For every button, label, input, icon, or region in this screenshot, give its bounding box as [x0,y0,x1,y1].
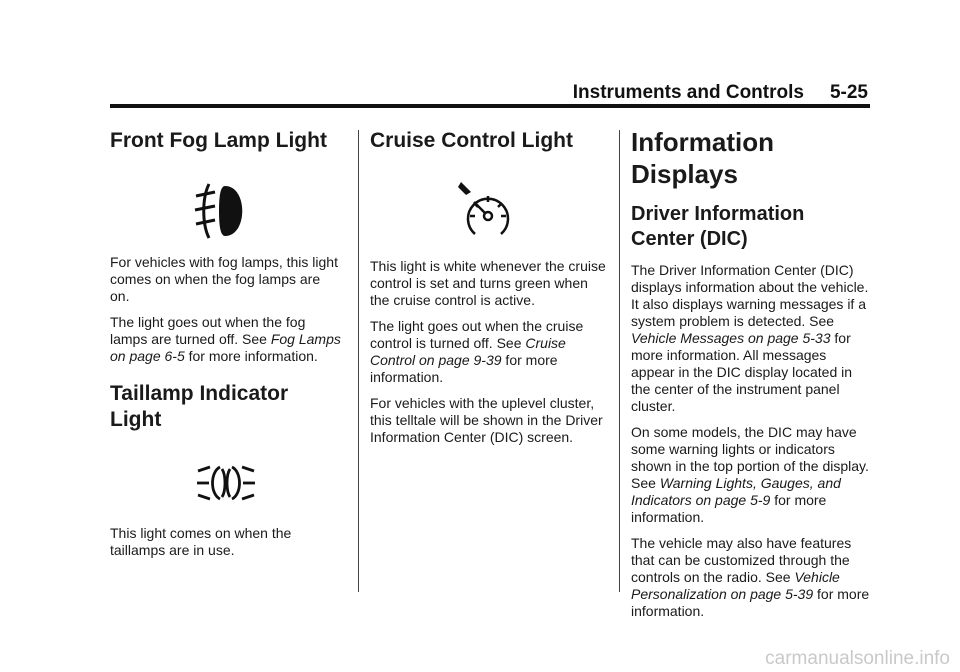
dic-paragraph-1: The Driver Information Center (DIC) displays information about the vehicle. It also displays warning messages if a system problem is detected. See Vehicle Messages on page 5-33 for more information. All messages appear in the DIC display located in the center of the instrument panel cluster. [631,262,869,414]
column-right [631,108,871,629]
cruise-control-reference: Cruise Control on page 9-39 [370,335,566,368]
taillamp-paragraph-1: This light comes on when the taillamps are in use. [110,525,292,558]
heading-front-fog-lamp-light: Front Fog Lamp Light [110,129,327,152]
warning-lights-reference: Warning Lights, Gauges, and Indicators on page 5-9 [631,475,841,508]
heading-information-displays: Information Displays [631,127,774,189]
heading-cruise-control-light: Cruise Control Light [370,129,573,152]
front-fog-lamp-icon [191,180,261,242]
page-header [573,82,868,104]
dic-paragraph-3: The vehicle may also have features that can be customized through the controls on the radio. See Vehicle Personalization on page 5-39 for more information. [631,535,870,619]
vehicle-personalization-reference: Vehicle Personalization on page 5-39 [631,569,840,602]
cruise-paragraph-2: The light goes out when the cruise control is turned off. See Cruise Control on page 9-39 for more information. [370,318,584,385]
section-title: Instruments and Controls [572,82,804,103]
vehicle-messages-reference: Vehicle Messages on page 5-33 [631,330,831,346]
cruise-control-icon [453,176,523,240]
cruise-paragraph-3: For vehicles with the uplevel cluster, this telltale will be shown in the Driver Information Center (DIC) screen. [370,395,603,445]
fog-lamps-reference: Fog Lamps on page 6-5 [110,331,341,364]
heading-driver-information-center: Driver Information Center (DIC) [631,203,805,250]
fog-paragraph-2: The light goes out when the fog lamps are turned off. See Fog Lamps on page 6-5 for more information. [110,314,341,364]
column-middle [370,108,606,455]
cruise-paragraph-1: This light is white whenever the cruise control is set and turns green when the cruise control is active. [370,258,606,308]
taillamp-indicator-icon [195,461,257,505]
heading-taillamp-indicator-light: Taillamp Indicator Light [110,382,289,431]
watermark: carmanualsonline.info [765,648,950,669]
column-left [110,108,342,568]
page-number: 5-25 [829,82,868,103]
column-divider [619,130,620,592]
column-divider [358,130,359,592]
fog-paragraph-1: For vehicles with fog lamps, this light comes on when the fog lamps are on. [110,254,338,304]
dic-paragraph-2: On some models, the DIC may have some warning lights or indicators shown in the top portion of the display. See Warning Lights, Gauges, and Indicators on page 5-9 for more information. [631,424,869,525]
